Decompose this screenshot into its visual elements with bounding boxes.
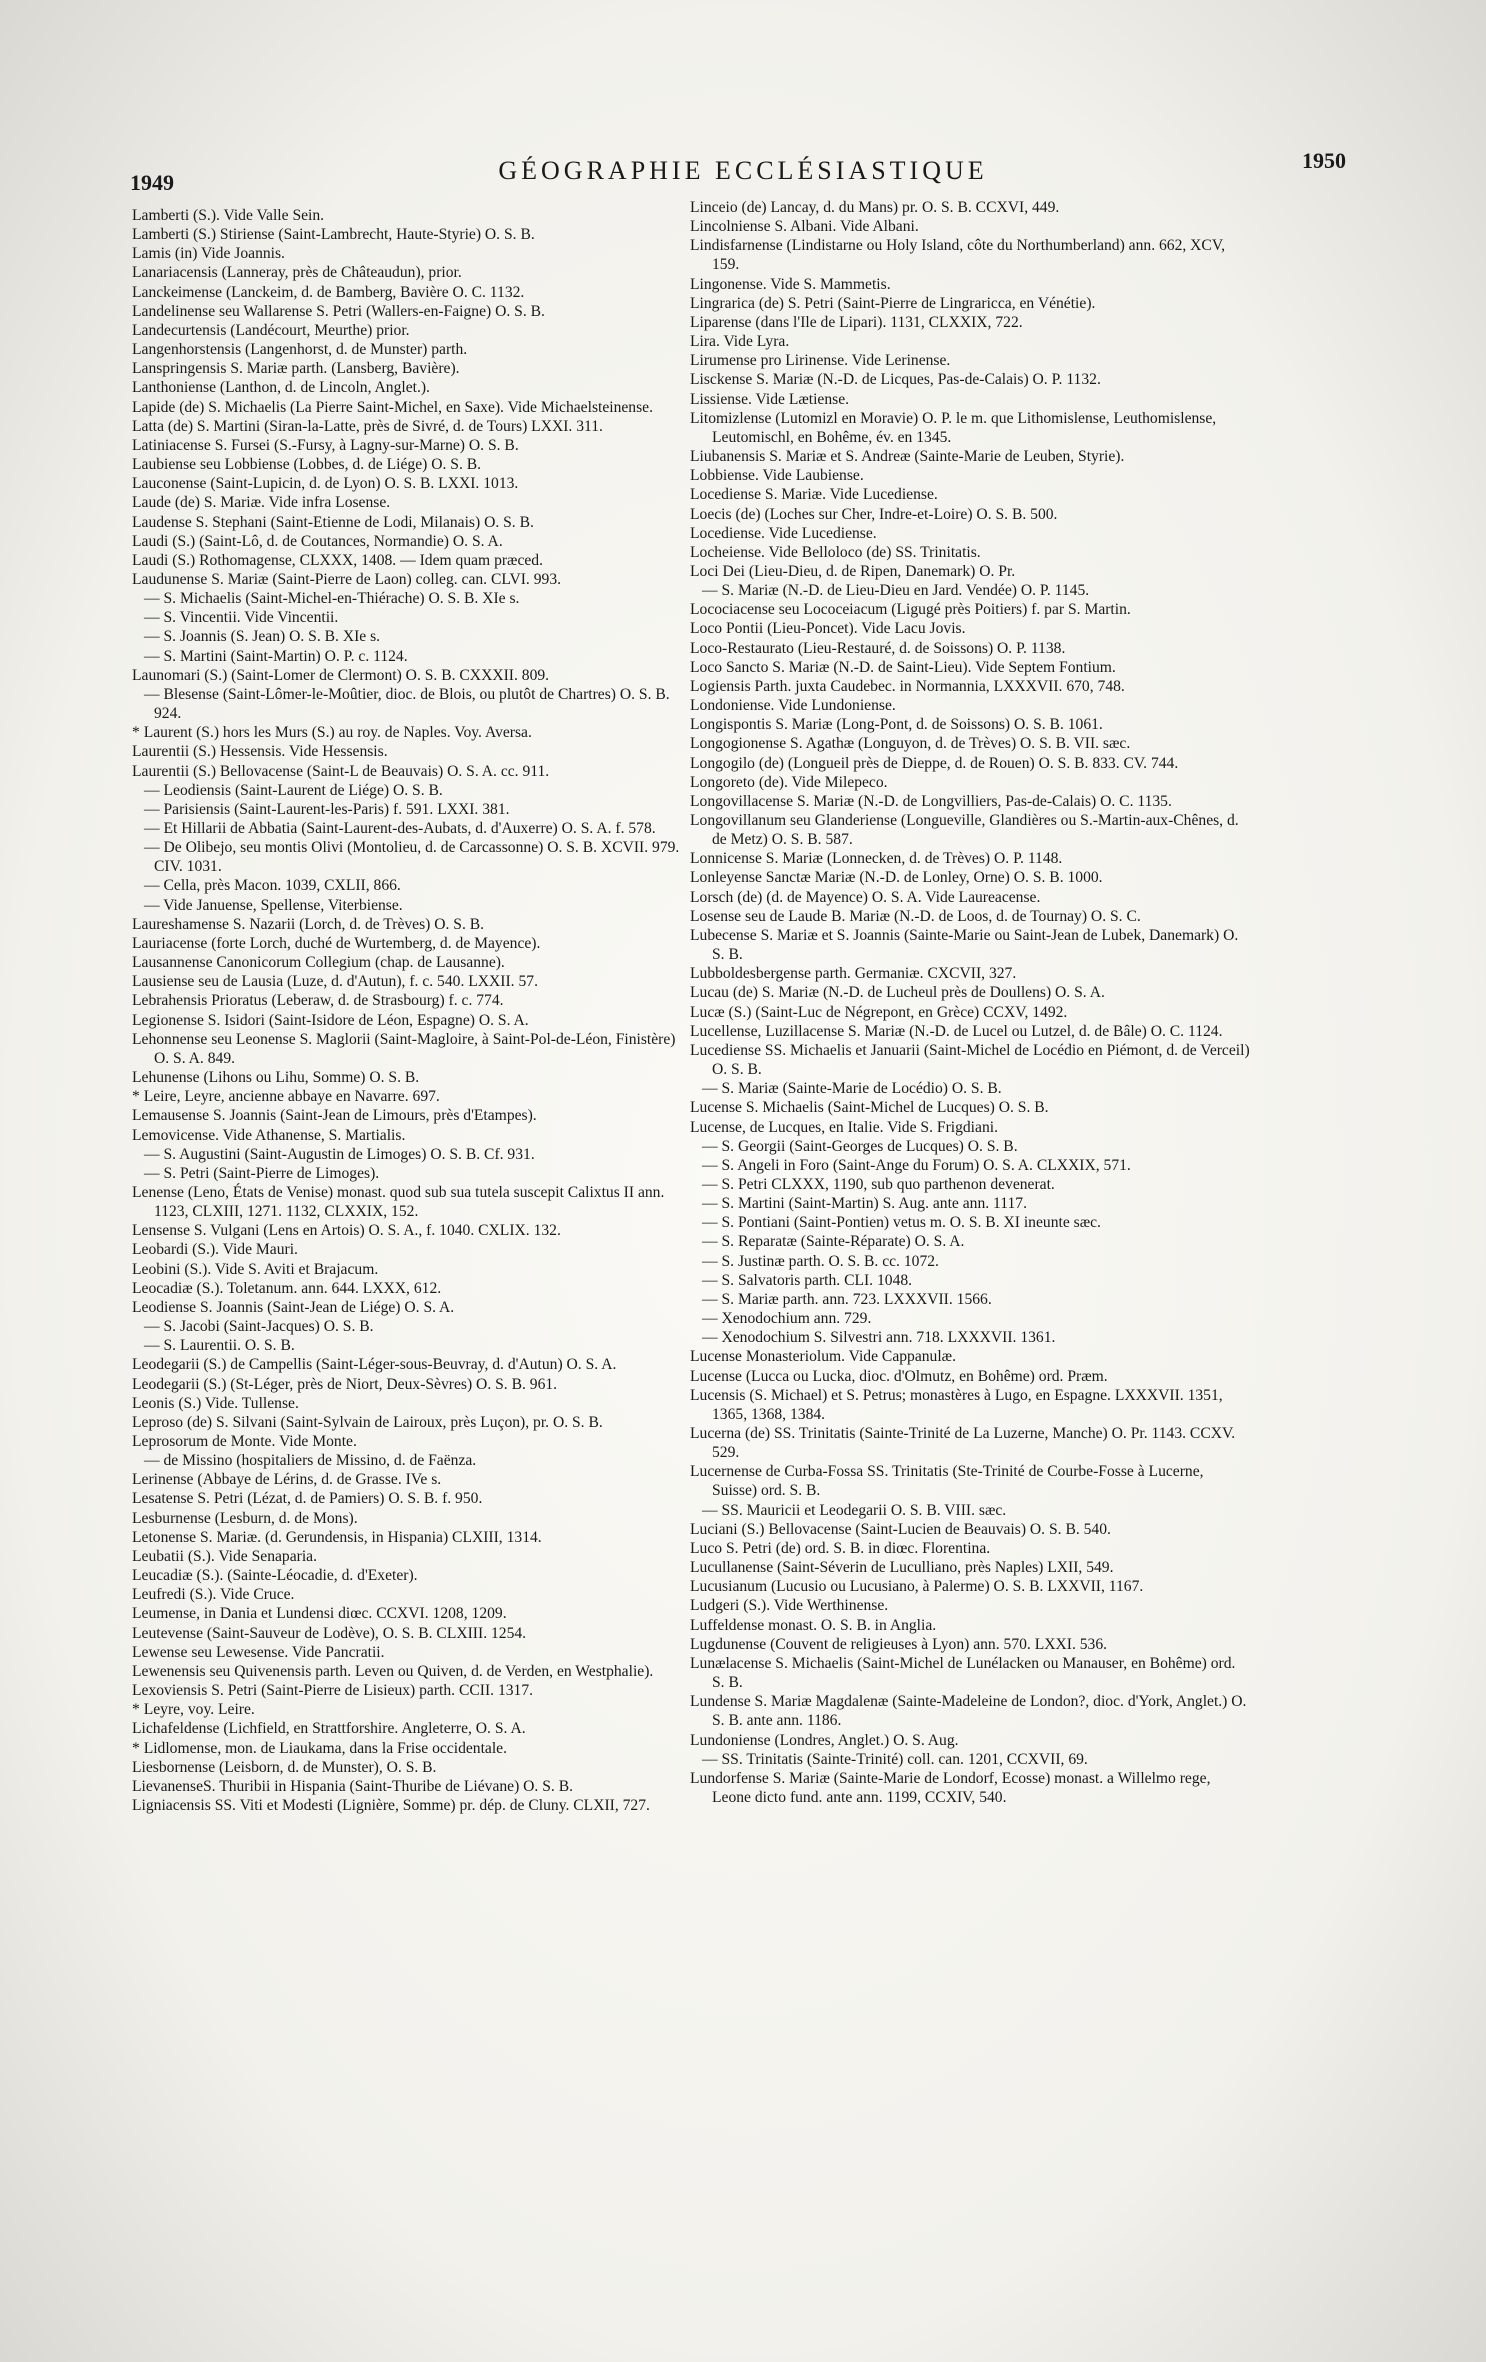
index-entry: — S. Mariæ parth. ann. 723. LXXXVII. 1566. bbox=[702, 1290, 992, 1308]
index-entry: * Lidlomense, mon. de Liaukama, dans la Frise occidentale. bbox=[132, 1739, 508, 1757]
index-entry: Liubanensis S. Mariæ et S. Andreæ (Sainte-Marie de Leuben, Styrie). bbox=[690, 448, 1125, 466]
index-entry: Lucense, de Lucques, en Italie. Vide S. Frigdiani. bbox=[690, 1118, 998, 1136]
right-column bbox=[690, 198, 1250, 1807]
index-entry: Loco Pontii (Lieu-Poncet). Vide Lacu Jovis. bbox=[690, 620, 966, 638]
index-entry: Lamberti (S.) Stiriense (Saint-Lambrecht, Haute-Styrie) O. S. B. bbox=[132, 226, 535, 244]
index-entry: — S. Petri CLXXX, 1190, sub quo parthenon devenerat. bbox=[702, 1175, 1055, 1193]
index-entry: Logiensis Parth. juxta Caudebec. in Normannia, LXXXVII. 670, 748. bbox=[690, 677, 1125, 695]
index-entry: Lubecense S. Mariæ et S. Joannis (Sainte-Marie ou Saint-Jean de Lubek, Danemark) O. S. B. bbox=[690, 926, 1239, 964]
index-entry: — S. Reparatæ (Sainte-Réparate) O. S. A. bbox=[702, 1233, 965, 1251]
index-entry: — S. Michaelis (Saint-Michel-en-Thiérache) O. S. B. XIe s. bbox=[144, 590, 520, 608]
index-entry: Leodegarii (S.) (St-Léger, près de Niort, Deux-Sèvres) O. S. B. 961. bbox=[132, 1375, 558, 1393]
index-entry: Lincolniense S. Albani. Vide Albani. bbox=[690, 218, 919, 236]
index-entry: Lundense S. Mariæ Magdalenæ (Sainte-Madeleine de London?, dioc. d'York, Anglet.) O. S. B. ante ann. 1186. bbox=[690, 1693, 1247, 1730]
index-entry: Lobbiense. Vide Laubiense. bbox=[690, 467, 864, 485]
index-entry: — Vide Januense, Spellense, Viterbiense. bbox=[144, 896, 403, 914]
index-entry: Leprosorum de Monte. Vide Monte. bbox=[132, 1433, 357, 1450]
index-entry: Lewenensis seu Quivenensis parth. Leven ou Quiven, d. de Verden, en Westphalie). bbox=[132, 1662, 654, 1680]
page-header bbox=[120, 148, 1366, 198]
index-entry: Leocadiæ (S.). Toletanum. ann. 644. LXXX, 612. bbox=[132, 1279, 442, 1297]
index-entry: Lucæ (S.) (Saint-Luc de Négrepont, en Grèce) CCXV, 1492. bbox=[690, 1003, 1068, 1021]
index-entry: — S. Petri (Saint-Pierre de Limoges). bbox=[144, 1164, 380, 1182]
index-entry: Laudi (S.) Rothomagense, CLXXX, 1408. — Idem quam præced. bbox=[132, 551, 543, 569]
index-entry: Lanckeimense (Lanckeim, d. de Bamberg, Bavière O. C. 1132. bbox=[132, 283, 525, 301]
index-entry: Lucense (Lucca ou Lucka, dioc. d'Olmutz, en Bohême) ord. Præm. bbox=[690, 1367, 1108, 1385]
index-entry: Lichafeldense (Lichfield, en Strattforshire. Angleterre, O. S. A. bbox=[132, 1720, 526, 1738]
index-entry: Litomizlense (Lutomizl en Moravie) O. P. le m. que Lithomislense, Leuthomislense, Leutomischl, en Bohême, év. en 1345. bbox=[690, 409, 1217, 446]
index-entry: Laurentii (S.) Hessensis. Vide Hessensis. bbox=[132, 743, 388, 761]
index-entry: — Xenodochium S. Silvestri ann. 718. LXXXVII. 1361. bbox=[702, 1329, 1056, 1347]
index-entry: — S. Salvatoris parth. CLI. 1048. bbox=[702, 1271, 913, 1289]
index-entry: Lamis (in) Vide Joannis. bbox=[132, 245, 285, 263]
index-entry: Lundorfense S. Mariæ (Sainte-Marie de Londorf, Ecosse) monast. a Willelmo rege, Leone dicto fund. ante ann. 1199, CCXIV, 540. bbox=[690, 1769, 1211, 1806]
index-entry: Lanariacensis (Lanneray, près de Châteaudun), prior. bbox=[132, 264, 462, 282]
index-entry: Letonense S. Mariæ. (d. Gerundensis, in Hispania) CLXIII, 1314. bbox=[132, 1528, 542, 1546]
index-entry: Lorsch (de) (d. de Mayence) O. S. A. Vide Laureacense. bbox=[690, 888, 1041, 906]
index-entry: Lerinense (Abbaye de Lérins, d. de Grasse. IVe s. bbox=[132, 1471, 442, 1489]
index-entry: Launomari (S.) (Saint-Lomer de Clermont) O. S. B. CXXXII. 809. bbox=[132, 666, 550, 684]
index-entry: — Blesense (Saint-Lômer-le-Moûtier, dioc. de Blois, ou plutôt de Chartres) O. S. B. 924. bbox=[144, 685, 670, 723]
index-entry: Leobardi (S.). Vide Mauri. bbox=[132, 1241, 298, 1259]
index-entry: Laubiense seu Lobbiense (Lobbes, d. de Liége) O. S. B. bbox=[132, 456, 482, 474]
left-page-number: 1949 bbox=[130, 170, 174, 195]
index-entry: Lisckense S. Mariæ (N.-D. de Licques, Pas-de-Calais) O. P. 1132. bbox=[690, 371, 1101, 389]
index-entry: Lubboldesbergense parth. Germaniæ. CXCVII, 327. bbox=[690, 965, 1017, 983]
index-entry: Lugdunense (Couvent de religieuses à Lyon) ann. 570. LXXI. 536. bbox=[690, 1635, 1108, 1653]
index-entry: Longogilo (de) (Longueil près de Dieppe, d. de Rouen) O. S. B. 833. CV. 744. bbox=[690, 754, 1179, 772]
index-entry: — S. Pontiani (Saint-Pontien) vetus m. O. S. B. XI ineunte sæc. bbox=[702, 1214, 1101, 1232]
index-entry: Lauriacense (forte Lorch, duché de Wurtemberg, d. de Mayence). bbox=[132, 934, 541, 952]
index-entry: — de Missino (hospitaliers de Missino, d. de Faënza. bbox=[144, 1452, 477, 1470]
index-entry: Latiniacense S. Fursei (S.-Fursy, à Lagny-sur-Marne) O. S. B. bbox=[132, 436, 519, 454]
index-entry: — S. Martini (Saint-Martin) S. Aug. ante ann. 1117. bbox=[702, 1195, 1027, 1213]
index-entry: Lehonnense seu Leonense S. Maglorii (Saint-Magloire, à Saint-Pol-de-Léon, Finistère) O. S. A. 849. bbox=[132, 1030, 676, 1067]
index-entry: Lucellense, Luzillacense S. Mariæ (N.-D. de Lucel ou Lutzel, d. de Bâle) O. C. 1124. bbox=[690, 1022, 1223, 1040]
index-entry: Leubatii (S.). Vide Senaparia. bbox=[132, 1547, 317, 1565]
index-entry: Luffeldense monast. O. S. B. in Anglia. bbox=[690, 1616, 937, 1634]
right-page-number: 1950 bbox=[1302, 148, 1346, 173]
index-entry: Leodegarii (S.) de Campellis (Saint-Léger-sous-Beuvray, d. d'Autun) O. S. A. bbox=[132, 1356, 617, 1374]
index-entry: — Cella, près Macon. 1039, CXLII, 866. bbox=[144, 877, 401, 895]
index-entry: — SS. Trinitatis (Sainte-Trinité) coll. can. 1201, CCXVII, 69. bbox=[702, 1750, 1088, 1768]
index-entry: Lira. Vide Lyra. bbox=[690, 333, 790, 351]
index-entry: Lanspringensis S. Mariæ parth. (Lansberg, Bavière). bbox=[132, 360, 460, 378]
index-entry: Lirumense pro Lirinense. Vide Lerinense. bbox=[690, 352, 951, 370]
index-entry: Laude (de) S. Mariæ. Vide infra Losense. bbox=[132, 494, 391, 512]
index-entry: Lanthoniense (Lanthon, d. de Lincoln, Anglet.). bbox=[132, 379, 430, 397]
index-entry: Lebrahensis Prioratus (Leberaw, d. de Strasbourg) f. c. 774. bbox=[132, 992, 504, 1010]
index-entry: Leproso (de) S. Silvani (Saint-Sylvain de Lairoux, près Luçon), pr. O. S. B. bbox=[132, 1413, 603, 1431]
index-entry: — Parisiensis (Saint-Laurent-les-Paris) f. 591. LXXI. 381. bbox=[144, 800, 510, 818]
index-entry: Leumense, in Dania et Lundensi diœc. CCXVI. 1208, 1209. bbox=[132, 1605, 507, 1623]
index-entry: Lemausense S. Joannis (Saint-Jean de Limours, près d'Etampes). bbox=[132, 1107, 537, 1125]
index-entry: Lingonense. Vide S. Mammetis. bbox=[690, 275, 891, 293]
index-entry: * Leire, Leyre, ancienne abbaye en Navarre. 697. bbox=[132, 1088, 440, 1106]
index-entry: Laudense S. Stephani (Saint-Etienne de Lodi, Milanais) O. S. B. bbox=[132, 513, 534, 531]
index-entry: Laurentii (S.) Bellovacense (Saint-L de Beauvais) O. S. A. cc. 911. bbox=[132, 762, 550, 780]
index-entry: Lucusianum (Lucusio ou Lucusiano, à Palerme) O. S. B. LXXVII, 1167. bbox=[690, 1578, 1144, 1596]
index-entry: Lenense (Leno, États de Venise) monast. quod sub sua tutela suscepit Calixtus II ann. 1123, CLXIII, 1271. 1132, CLXXIX, 152. bbox=[132, 1183, 665, 1221]
index-entry: Lucense Monasteriolum. Vide Cappanulæ. bbox=[690, 1348, 956, 1366]
index-entry: Leodiense S. Joannis (Saint-Jean de Liége) O. S. A. bbox=[132, 1298, 455, 1316]
index-entry: Liparense (dans l'Ile de Lipari). 1131, CLXXIX, 722. bbox=[690, 313, 1023, 331]
index-entry: — S. Georgii (Saint-Georges de Lucques) O. S. B. bbox=[702, 1137, 1018, 1155]
index-entry: — S. Laurentii. O. S. B. bbox=[144, 1337, 295, 1355]
index-entry: Ligniacensis SS. Viti et Modesti (Lignière, Somme) pr. dép. de Cluny. CLXII, 727. bbox=[132, 1796, 650, 1814]
index-entry: Luciani (S.) Bellovacense (Saint-Lucien de Beauvais) O. S. B. 540. bbox=[690, 1520, 1111, 1538]
index-entry: Locediense S. Mariæ. Vide Lucediense. bbox=[690, 486, 938, 504]
index-entry: Latta (de) S. Martini (Siran-la-Latte, près de Sivré, d. de Tours) LXXI. 311. bbox=[132, 417, 603, 435]
index-entry: Locociacense seu Lococeiacum (Ligugé près Poitiers) f. par S. Martin. bbox=[690, 601, 1131, 619]
index-entry: Longoreto (de). Vide Milepeco. bbox=[690, 773, 888, 791]
index-entry: Lundoniense (Londres, Anglet.) O. S. Aug. bbox=[690, 1731, 959, 1749]
index-entry: Lonleyense Sanctæ Mariæ (N.-D. de Lonley, Orne) O. S. B. 1000. bbox=[690, 869, 1103, 887]
index-entry: Loco Sancto S. Mariæ (N.-D. de Saint-Lieu). Vide Septem Fontium. bbox=[690, 658, 1116, 676]
index-entry: — S. Jacobi (Saint-Jacques) O. S. B. bbox=[144, 1318, 374, 1336]
index-entry: Lesatense S. Petri (Lézat, d. de Pamiers) O. S. B. f. 950. bbox=[132, 1490, 483, 1508]
index-entry: — SS. Mauricii et Leodegarii O. S. B. VIII. sæc. bbox=[702, 1501, 1007, 1519]
index-entry: Lesburnense (Lesburn, d. de Mons). bbox=[132, 1509, 358, 1527]
index-entry: Leonis (S.) Vide. Tullense. bbox=[132, 1394, 299, 1412]
index-entry: Lunælacense S. Michaelis (Saint-Michel de Lunélacken ou Manauser, en Bohême) ord. S. B. bbox=[690, 1654, 1236, 1692]
index-entry: — S. Augustini (Saint-Augustin de Limoges) O. S. B. Cf. 931. bbox=[144, 1145, 535, 1163]
index-entry: Locediense. Vide Lucediense. bbox=[690, 524, 877, 542]
left-column bbox=[132, 206, 692, 1815]
index-entry: — S. Mariæ (N.-D. de Lieu-Dieu en Jard. Vendée) O. P. 1145. bbox=[702, 582, 1090, 600]
index-entry: — S. Martini (Saint-Martin) O. P. c. 1124. bbox=[144, 647, 408, 665]
index-entry: Lauconense (Saint-Lupicin, d. de Lyon) O. S. B. LXXI. 1013. bbox=[132, 475, 519, 493]
index-entry: Lapide (de) S. Michaelis (La Pierre Saint-Michel, en Saxe). Vide Michaelsteinense. bbox=[132, 398, 653, 416]
index-entry: — S. Vincentii. Vide Vincentii. bbox=[144, 609, 339, 627]
index-entry: Longovillacense S. Mariæ (N.-D. de Longvilliers, Pas-de-Calais) O. C. 1135. bbox=[690, 792, 1172, 810]
index-entry: Leufredi (S.). Vide Cruce. bbox=[132, 1586, 295, 1604]
index-entry: Lindisfarnense (Lindistarne ou Holy Island, côte du Northumberland) ann. 662, XCV, 159. bbox=[690, 237, 1225, 274]
page-title: GÉOGRAPHIE ECCLÉSIASTIQUE bbox=[498, 156, 988, 185]
index-entry: LievanenseS. Thuribii in Hispania (Saint-Thuribe de Liévane) O. S. B. bbox=[132, 1777, 574, 1795]
index-entry: Loco-Restaurato (Lieu-Restauré, d. de Soissons) O. P. 1138. bbox=[690, 639, 1066, 657]
index-entry: — Et Hillarii de Abbatia (Saint-Laurent-des-Aubats, d. d'Auxerre) O. S. A. f. 578. bbox=[144, 820, 656, 837]
index-entry: Landelinense seu Wallarense S. Petri (Wallers-en-Faigne) O. S. B. bbox=[132, 302, 545, 320]
index-entry: Lexoviensis S. Petri (Saint-Pierre de Lisieux) parth. CCII. 1317. bbox=[132, 1682, 534, 1700]
index-entry: Lemovicense. Vide Athanense, S. Martialis. bbox=[132, 1126, 406, 1144]
index-entry: Lausiense seu de Lausia (Luze, d. d'Autun), f. c. 540. LXXII. 57. bbox=[132, 973, 538, 991]
index-entry: — S. Mariæ (Sainte-Marie de Locédio) O. S. B. bbox=[702, 1080, 1002, 1098]
index-entry: Lingrarica (de) S. Petri (Saint-Pierre de Lingraricca, en Vénétie). bbox=[690, 294, 1096, 312]
index-entry: * Leyre, voy. Leire. bbox=[132, 1701, 255, 1719]
index-entry: Laudi (S.) (Saint-Lô, d. de Coutances, Normandie) O. S. A. bbox=[132, 532, 503, 550]
index-entry: Linceio (de) Lancay, d. du Mans) pr. O. S. B. CCXVI, 449. bbox=[690, 199, 1060, 216]
index-entry: Lissiense. Vide Lætiense. bbox=[690, 390, 850, 408]
index-entry: Lucensis (S. Michael) et S. Petrus; monastères à Lugo, en Espagne. LXXXVII. 1351, 1365, 1368, 1384. bbox=[690, 1386, 1223, 1423]
index-entry: — S. Joannis (S. Jean) O. S. B. XIe s. bbox=[144, 628, 381, 646]
index-entry: Lausannense Canonicorum Collegium (chap. de Lausanne). bbox=[132, 954, 505, 972]
index-entry: Lucense S. Michaelis (Saint-Michel de Lucques) O. S. B. bbox=[690, 1099, 1049, 1117]
index-entry: Lensense S. Vulgani (Lens en Artois) O. S. A., f. 1040. CXLIX. 132. bbox=[132, 1222, 561, 1240]
index-entry: — De Olibejo, seu montis Olivi (Montolieu, d. de Carcassonne) O. S. B. XCVII. 979. CIV. 1031. bbox=[144, 839, 680, 876]
index-entry: Lucerna (de) SS. Trinitatis (Sainte-Trinité de La Luzerne, Manche) O. Pr. 1143. CCXV. 529. bbox=[690, 1425, 1236, 1462]
index-entry: Loci Dei (Lieu-Dieu, d. de Ripen, Danemark) O. Pr. bbox=[690, 562, 1016, 580]
index-entry: Lamberti (S.). Vide Valle Sein. bbox=[132, 207, 325, 224]
index-entry: — S. Justinæ parth. O. S. B. cc. 1072. bbox=[702, 1252, 939, 1270]
index-entry: Lucernense de Curba-Fossa SS. Trinitatis (Ste-Trinité de Courbe-Fosse à Lucerne, Suisse) ord. S. B. bbox=[690, 1463, 1204, 1500]
index-entry: * Laurent (S.) hors les Murs (S.) au roy. de Naples. Voy. Aversa. bbox=[132, 724, 532, 742]
index-entry: Leobini (S.). Vide S. Aviti et Brajacum. bbox=[132, 1260, 379, 1278]
index-entry: Losense seu de Laude B. Mariæ (N.-D. de Loos, d. de Tournay) O. S. C. bbox=[690, 907, 1141, 925]
index-entry: Londoniense. Vide Lundoniense. bbox=[690, 697, 896, 715]
index-entry: Lonnicense S. Mariæ (Lonnecken, d. de Trèves) O. P. 1148. bbox=[690, 850, 1063, 868]
index-entry: Longovillanum seu Glanderiense (Longueville, Glandières ou S.-Martin-aux-Chênes, d. de Metz) O. S. B. 587. bbox=[690, 812, 1239, 849]
index-entry: Laureshamense S. Nazarii (Lorch, d. de Trèves) O. S. B. bbox=[132, 915, 485, 933]
index-entry: Liesbornense (Leisborn, d. de Munster), O. S. B. bbox=[132, 1758, 437, 1776]
index-entry: Lucau (de) S. Mariæ (N.-D. de Lucheul près de Doullens) O. S. A. bbox=[690, 984, 1105, 1002]
index-entry: — Leodiensis (Saint-Laurent de Liége) O. S. B. bbox=[144, 781, 443, 799]
index-entry: Laudunense S. Mariæ (Saint-Pierre de Laon) colleg. can. CLVI. 993. bbox=[132, 570, 562, 588]
index-entry: Leutevense (Saint-Sauveur de Lodève), O. S. B. CLXIII. 1254. bbox=[132, 1624, 527, 1642]
index-entry: Lehunense (Lihons ou Lihu, Somme) O. S. B. bbox=[132, 1069, 420, 1087]
index-entry: Locheiense. Vide Belloloco (de) SS. Trinitatis. bbox=[690, 543, 981, 561]
index-entry: Longispontis S. Mariæ (Long-Pont, d. de Soissons) O. S. B. 1061. bbox=[690, 716, 1103, 734]
index-entry: Legionense S. Isidori (Saint-Isidore de Léon, Espagne) O. S. A. bbox=[132, 1011, 529, 1029]
index-entry: — Xenodochium ann. 729. bbox=[702, 1310, 872, 1328]
index-entry: Leucadiæ (S.). (Sainte-Léocadie, d. d'Exeter). bbox=[132, 1567, 418, 1585]
index-entry: Longogionense S. Agathæ (Longuyon, d. de Trèves) O. S. B. VII. sæc. bbox=[690, 735, 1131, 753]
index-entry: Landecurtensis (Landécourt, Meurthe) prior. bbox=[132, 321, 410, 339]
index-entry: Loecis (de) (Loches sur Cher, Indre-et-Loire) O. S. B. 500. bbox=[690, 505, 1058, 523]
index-entry: Ludgeri (S.). Vide Werthinense. bbox=[690, 1597, 889, 1615]
index-entry: — S. Angeli in Foro (Saint-Ange du Forum) O. S. A. CLXXIX, 571. bbox=[702, 1156, 1131, 1174]
index-entry: Langenhorstensis (Langenhorst, d. de Munster) parth. bbox=[132, 341, 468, 359]
index-entry: Lewense seu Lewesense. Vide Pancratii. bbox=[132, 1643, 385, 1661]
index-entry: Lucullanense (Saint-Séverin de Luculliano, près Naples) LXII, 549. bbox=[690, 1559, 1114, 1577]
index-entry: Luco S. Petri (de) ord. S. B. in diœc. Florentina. bbox=[690, 1539, 991, 1557]
index-entry: Lucediense SS. Michaelis et Januarii (Saint-Michel de Locédio en Piémont, d. de Verceil) O. S. B. bbox=[690, 1041, 1250, 1079]
